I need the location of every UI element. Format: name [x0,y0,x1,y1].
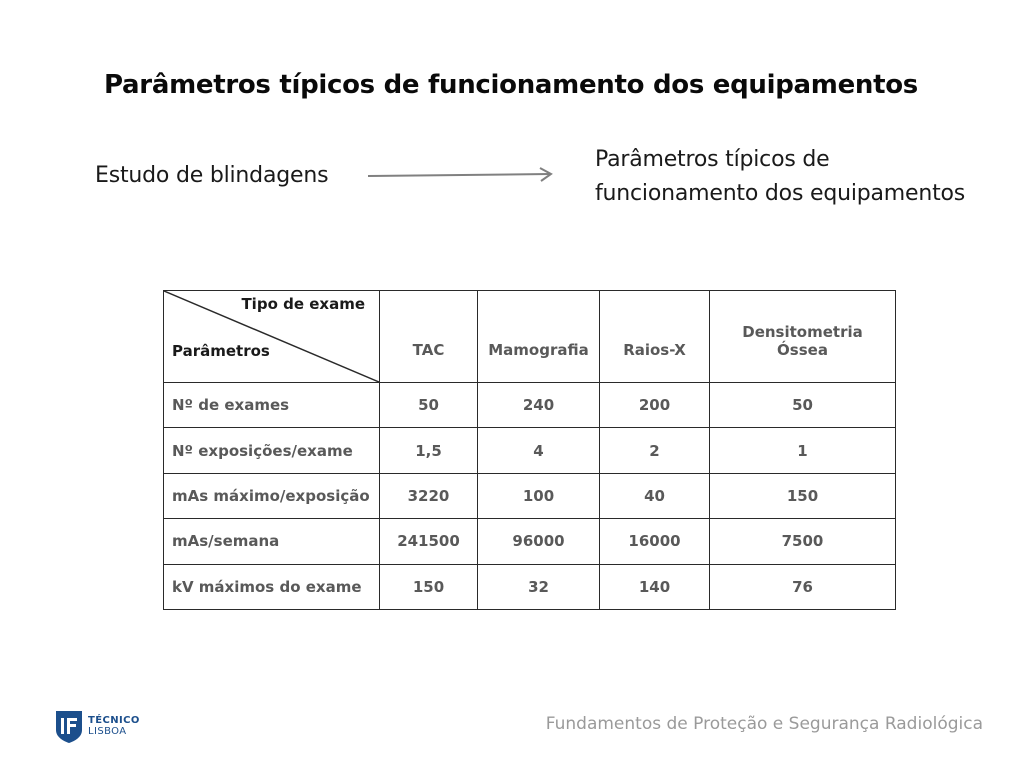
footer-course-title: Fundamentos de Proteção e Segurança Radiológica [545,714,983,734]
column-header: Raios-X [600,291,710,383]
table-cell: 32 [478,564,600,609]
table-cell: 96000 [478,519,600,564]
tecnico-lisboa-logo [55,710,145,746]
table-header-row [164,291,896,383]
right-text-line1: Parâmetros típicos de [595,147,830,172]
ist-shield-icon [55,710,83,744]
table-cell: 1 [710,428,896,473]
table-cell: 50 [710,383,896,428]
slide-title: Parâmetros típicos de funcionamento dos equipamentos [104,70,918,100]
table-cell: 2 [600,428,710,473]
row-label: mAs/semana [164,519,380,564]
table-cell: 16000 [600,519,710,564]
right-arrow-icon [364,164,558,186]
column-header: Mamografia [478,291,600,383]
table-cell: 1,5 [380,428,478,473]
parameters-table-image [163,290,895,610]
column-header: TAC [380,291,478,383]
table-cell: 40 [600,473,710,518]
table-cell: 76 [710,564,896,609]
table-cell: 3220 [380,473,478,518]
table-row [164,428,896,473]
left-text: Estudo de blindagens [95,163,329,188]
table-row [164,473,896,518]
table-cell: 240 [478,383,600,428]
table-row [164,519,896,564]
table-cell: 50 [380,383,478,428]
table-cell: 7500 [710,519,896,564]
logo-line2: LISBOA [88,726,127,737]
right-text-line2: funcionamento dos equipamentos [595,181,966,206]
corner-label-exam-type: Tipo de exame [241,295,365,313]
row-label: Nº de exames [164,383,380,428]
right-text [595,143,1015,211]
table-cell: 4 [478,428,600,473]
table-cell: 200 [600,383,710,428]
logo-text [88,715,140,737]
table-cell: 150 [710,473,896,518]
table-cell: 150 [380,564,478,609]
row-label: kV máximos do exame [164,564,380,609]
logo-line1: TÉCNICO [88,715,140,726]
table-cell: 100 [478,473,600,518]
table-cell: 241500 [380,519,478,564]
parameters-table [163,290,896,610]
table-corner-cell [164,291,380,383]
table-cell: 140 [600,564,710,609]
table-row [164,383,896,428]
table-row [164,564,896,609]
column-header: Densitometria Óssea [710,291,896,383]
corner-label-parameters: Parâmetros [172,342,270,360]
row-label: Nº exposições/exame [164,428,380,473]
row-label: mAs máximo/exposição [164,473,380,518]
